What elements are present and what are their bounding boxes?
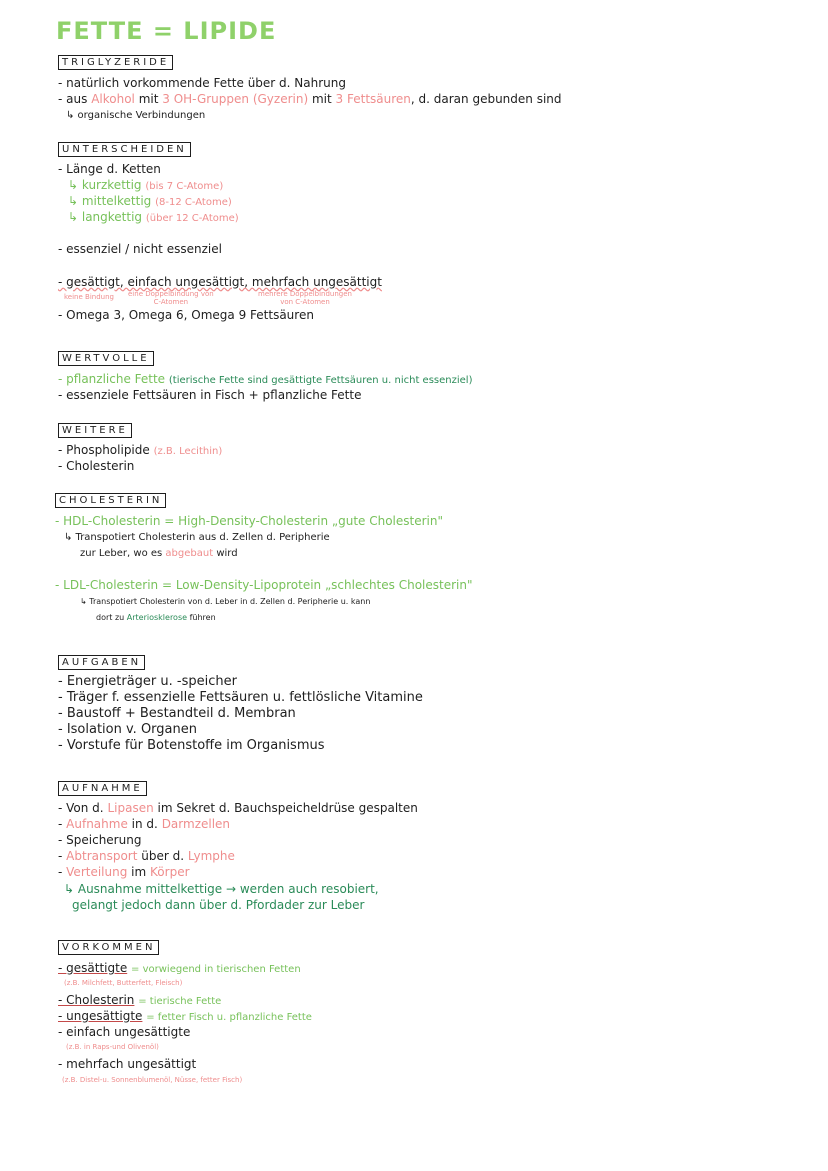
- hdl-cholesterin: - HDL-Cholesterin = High-Density-Cholesterin „gute Cholesterin": [55, 514, 443, 528]
- text: in d.: [131, 817, 158, 831]
- note-gesaettigte: (z.B. Milchfett, Butterfett, Fleisch): [64, 979, 183, 987]
- wertvolle-line-1: [58, 372, 472, 388]
- aufgaben-item: - Träger f. essenzielle Fettsäuren u. fettlösliche Vitamine: [58, 690, 423, 705]
- term-fettsaeuren: 3 Fettsäuren: [335, 92, 411, 106]
- wertvolle-line-2: - essenziele Fettsäuren in Fisch + pflanzliche Fette: [58, 388, 362, 402]
- unterscheiden-line-2: - essenziel / nicht essenziel: [58, 242, 222, 256]
- note-kurzkettig: (bis 7 C-Atome): [145, 181, 224, 192]
- unterscheiden-line-4: - Omega 3, Omega 6, Omega 9 Fettsäuren: [58, 308, 314, 322]
- ldl-line-1: ↳ Transpotiert Cholesterin von d. Leber in d. Zellen d. Peripherie u. kann: [80, 597, 371, 606]
- text: - Phospholipide: [58, 443, 150, 457]
- vorkommen-line-4: - einfach ungesättigte: [58, 1025, 191, 1039]
- term-abgebaut: abgebaut: [165, 548, 214, 559]
- term-darmzellen: Darmzellen: [161, 817, 231, 831]
- vorkommen-line-3: [58, 1009, 312, 1025]
- kettenlaenge-lang: [68, 210, 239, 226]
- text: eine Doppelbindung von: [128, 290, 214, 298]
- aufnahme-line-1: [58, 801, 418, 815]
- kettenlaenge-mittel: [68, 194, 232, 210]
- term-verteilung: Verteilung: [66, 865, 128, 879]
- heading-weitere: WEITERE: [58, 423, 132, 438]
- text: im Sekret d. Bauchspeicheldrüse gespalten: [157, 801, 418, 815]
- aufnahme-line-6: ↳ Ausnahme mittelkettige → werden auch resobiert,: [64, 882, 379, 896]
- weitere-line-1: [58, 443, 222, 459]
- note-einfach-ungesaettigte: (z.B. in Raps-und Olivenöl): [66, 1043, 159, 1051]
- term-aufnahme: Aufnahme: [66, 817, 128, 831]
- term-cholesterin: - Cholesterin: [58, 993, 135, 1007]
- term-pflanzliche-fette: - pflanzliche Fette: [58, 372, 166, 386]
- aufnahme-line-4: [58, 849, 235, 863]
- aufnahme-line-2: [58, 817, 230, 831]
- hdl-line-1: ↳ Transpotiert Cholesterin aus d. Zellen d. Peripherie: [64, 532, 330, 543]
- text: , d. daran gebunden sind: [410, 92, 562, 106]
- aufnahme-line-5: [58, 865, 190, 879]
- text: mit: [138, 92, 159, 106]
- note-mehrfach-ungesaettigt: (z.B. Distel-u. Sonnenblumenöl, Nüsse, fetter Fisch): [62, 1076, 243, 1084]
- text: zur Leber, wo es: [80, 548, 163, 559]
- term-lymphe: Lymphe: [187, 849, 235, 863]
- text: führen: [189, 613, 216, 622]
- text: - aus: [58, 92, 88, 106]
- aufgaben-item: - Energieträger u. -speicher: [58, 674, 237, 689]
- kettenlaenge-kurz: [68, 178, 223, 194]
- heading-aufnahme: AUFNAHME: [58, 781, 147, 796]
- term-lipasen: Lipasen: [107, 801, 154, 815]
- aufgaben-item: - Baustoff + Bestandteil d. Membran: [58, 706, 296, 721]
- note-mehrere-doppelbindungen: [258, 290, 352, 306]
- def-gesaettigte: = vorwiegend in tierischen Fetten: [131, 964, 301, 975]
- term-oh-gruppen: 3 OH-Gruppen (Gyzerin): [162, 92, 309, 106]
- heading-aufgaben: AUFGABEN: [58, 655, 145, 670]
- heading-unterscheiden: UNTERSCHEIDEN: [58, 142, 191, 157]
- text: im: [131, 865, 147, 879]
- note-tierische-fette: (tierische Fette sind gesättigte Fettsäuren u. nicht essenziel): [168, 375, 473, 386]
- vorkommen-line-5: - mehrfach ungesättigt: [58, 1057, 197, 1071]
- note-lecithin: (z.B. Lecithin): [153, 446, 223, 457]
- note-eine-doppelbindung: [128, 290, 214, 306]
- heading-vorkommen: VORKOMMEN: [58, 940, 159, 955]
- triglyzeride-line-1: - natürlich vorkommende Fette über d. Nahrung: [58, 76, 346, 90]
- aufgaben-item: - Isolation v. Organen: [58, 722, 197, 737]
- hdl-line-2: [80, 547, 238, 561]
- note-keine-bindung: keine Bindung: [64, 293, 114, 301]
- text: mehrere Doppelbindungen: [258, 290, 352, 298]
- aufgaben-item: - Vorstufe für Botenstoffe im Organismus: [58, 738, 325, 753]
- text: mit: [311, 92, 332, 106]
- def-ungesaettigte: = fetter Fisch u. pflanzliche Fette: [146, 1012, 312, 1023]
- term-alkohol: Alkohol: [91, 92, 135, 106]
- aufnahme-line-7: gelangt jedoch dann über d. Pfordader zur Leber: [72, 898, 365, 912]
- term-koerper: Körper: [150, 865, 190, 879]
- unterscheiden-line-1: - Länge d. Ketten: [58, 162, 161, 176]
- term-arteriosklerose: Arteriosklerose: [126, 613, 188, 622]
- text: - Von d.: [58, 801, 104, 815]
- unterscheiden-line-3: - gesättigt, einfach ungesättigt, mehrfach ungesättigt: [58, 275, 382, 289]
- text: über d.: [141, 849, 185, 863]
- term-gesaettigte: - gesättigte: [58, 961, 128, 975]
- text: -: [58, 849, 67, 863]
- aufnahme-line-3: - Speicherung: [58, 833, 142, 847]
- triglyzeride-line-3: ↳ organische Verbindungen: [66, 110, 206, 121]
- text: C-Atomen: [153, 298, 189, 306]
- term-abtransport: Abtransport: [66, 849, 138, 863]
- vorkommen-line-1: [58, 961, 301, 977]
- heading-triglyzeride: TRIGLYZERIDE: [58, 55, 173, 70]
- term-mittelkettig: ↳ mittelkettig: [68, 194, 152, 208]
- term-kurzkettig: ↳ kurzkettig: [68, 178, 142, 192]
- heading-cholesterin: CHOLESTERIN: [55, 493, 166, 508]
- def-cholesterin: = tierische Fette: [138, 996, 222, 1007]
- text: von C-Atomen: [280, 298, 330, 306]
- text: -: [58, 817, 67, 831]
- text: -: [58, 865, 67, 879]
- text: dort zu: [96, 613, 125, 622]
- ldl-cholesterin: - LDL-Cholesterin = Low-Density-Lipoprotein „schlechtes Cholesterin": [55, 578, 473, 592]
- note-langkettig: (über 12 C-Atome): [145, 213, 239, 224]
- text: wird: [216, 548, 238, 559]
- triglyzeride-line-2: [58, 92, 562, 106]
- vorkommen-line-2: [58, 993, 221, 1009]
- note-mittelkettig: (8-12 C-Atome): [155, 197, 232, 208]
- weitere-line-2: - Cholesterin: [58, 459, 135, 473]
- page-title: FETTE = LIPIDE: [56, 17, 277, 45]
- term-langkettig: ↳ langkettig: [68, 210, 143, 224]
- term-ungesaettigte: - ungesättigte: [58, 1009, 143, 1023]
- heading-wertvolle: WERTVOLLE: [58, 351, 154, 366]
- ldl-line-2: [96, 613, 216, 622]
